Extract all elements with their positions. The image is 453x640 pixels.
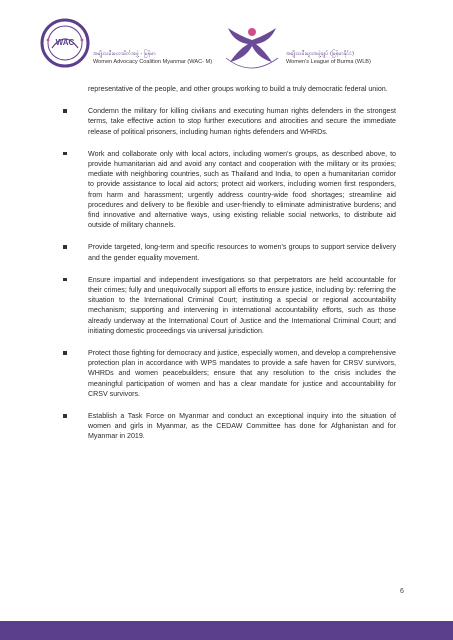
bullet-icon: [63, 351, 67, 355]
bullet-icon: [63, 109, 67, 113]
bullet-item: [60, 348, 396, 399]
bullet-item: [60, 275, 396, 336]
wac-logo: [40, 18, 90, 68]
bullet-icon: [63, 414, 67, 418]
bullet-text: Work and collaborate only with local actors, including women's groups, as described above, to provide humanitarian aid and avoid any contact and cooperation with the military or its proxies; mediate with neighboring countries, such as Thailand and India, to open a humanitarian corridor to provide assistance to local aid actors; protect aid workers, including women first responders, from harm and harassment; urgently address country-wide food shortages; streamline aid procedures and delivery to be flexible and user-friendly to eliminate administrative burdens; and find innovative and alternative ways, using existing reliable social networks, to distribute aid outside of military channels.: [88, 149, 396, 230]
bullet-text: Protect those fighting for democracy and justice, especially women, and develop a comprehensive protection plan in accordance with WPS mandates to provide a safe haven for CRSV survivors, WHRDs and women peacebuilders; ensure that any resolution to the crisis includes the meaningful participation of women and has a clear mandate for justice and accountability for CRSV survivors.: [88, 349, 396, 398]
right-org-english-name: Women's League of Burma (WLB): [286, 59, 371, 65]
bullet-text: Ensure impartial and independent investigations so that perpetrators are held accountable for their crimes; fully and unequivocally support all efforts to ensure justice, including by: referring the situation to the International Criminal Court; instituting a special or regional accountability mechanism; supporting and intervening in international accountability efforts, such as those already underway at the International Court of Justice and the International Criminal Court; and initiating domestic proceedings via universal jurisdiction.: [88, 275, 396, 335]
left-org-local-name: အမျိုးသမီးမဟာမိတ်အဖွဲ့ - မြန်မာ: [93, 51, 156, 57]
right-org-block: [286, 50, 371, 66]
bullet-item: [60, 106, 396, 137]
bullet-item: [60, 242, 396, 262]
page-body: [60, 84, 396, 442]
letterhead: [0, 0, 453, 82]
bullet-item: [60, 411, 396, 442]
right-org-local-name: အမျိုးသမီးများအဖွဲ့ချုပ် (မြန်မာနိုင်ငံ): [286, 51, 355, 57]
bullet-icon: [63, 245, 67, 249]
footer-bar: [0, 621, 453, 640]
intro-continuation: representative of the people, and other groups working to build a truly democratic federal union.: [88, 85, 388, 93]
bullet-text: Condemn the military for killing civilians and executing human rights defenders in the strongest terms, take effective action to stop further executions and atrocities and secure the immediate release of political prisoners, including human rights defenders and WHRDs.: [88, 107, 396, 136]
bullet-item: [60, 149, 396, 231]
wlb-logo: [220, 18, 282, 76]
left-org-block: [93, 50, 212, 66]
page-number: 6: [400, 588, 404, 595]
bullet-text: Provide targeted, long-term and specific resources to women's groups to support service delivery and the gender equality movement.: [88, 243, 396, 262]
left-org-english-name: Women Advocacy Coalition Myanmar (WAC- M): [93, 59, 213, 65]
bullet-icon: [63, 278, 67, 282]
bullet-text: Establish a Task Force on Myanmar and conduct an exceptional inquiry into the situation of women and girls in Myanmar, as the CEDAW Committee has done for Afghanistan and for Myanmar in 2019.: [88, 412, 396, 441]
wac-logo-text: WAC: [55, 38, 75, 47]
bullet-icon: [63, 152, 67, 156]
